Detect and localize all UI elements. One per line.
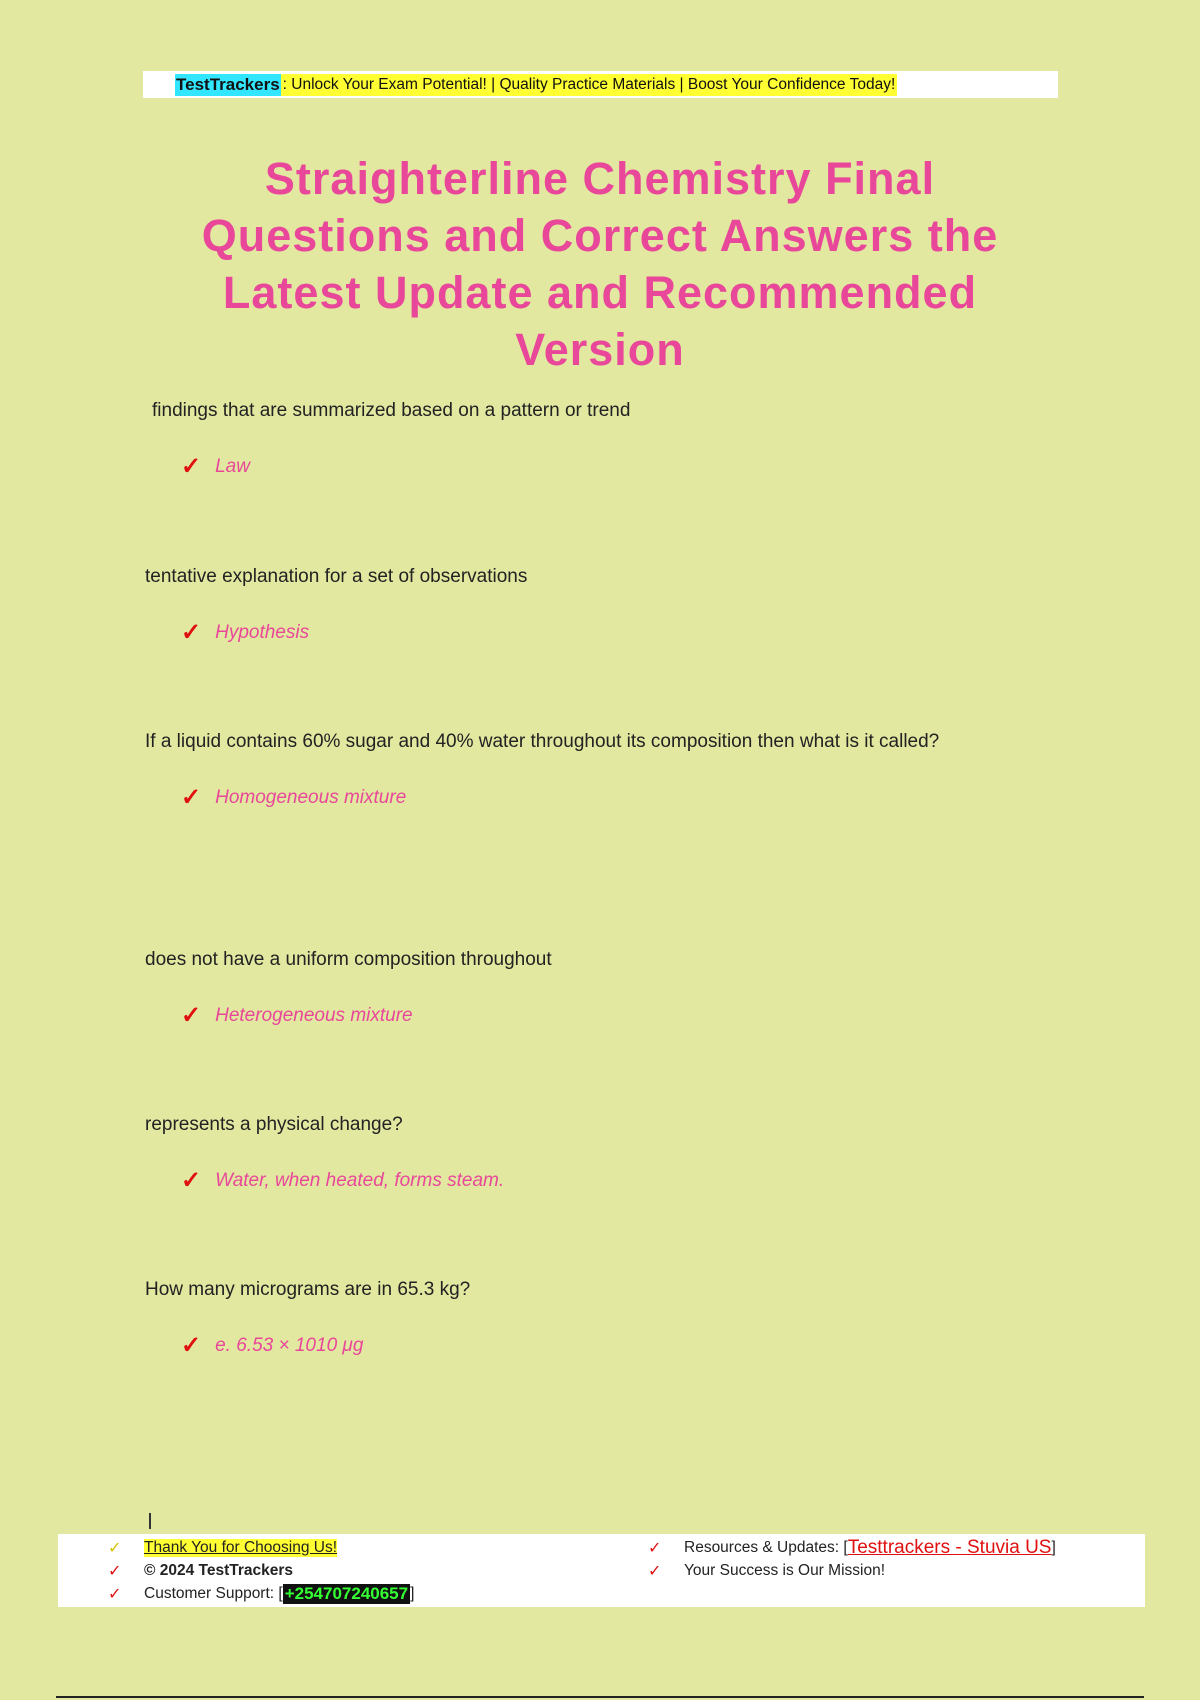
resources-label: Resources & Updates: [: [684, 1538, 848, 1556]
page-bottom-rule: [56, 1696, 1144, 1698]
answer-text: Water, when heated, forms steam.: [215, 1169, 505, 1191]
footer-right: [648, 1536, 1056, 1582]
check-icon: ✓: [181, 619, 202, 646]
question-text: If a liquid contains 60% sugar and 40% water throughout its composition then what is it called?: [145, 731, 940, 752]
answer: [181, 783, 1045, 812]
question-text: represents a physical change?: [145, 1114, 403, 1135]
question-text: How many micrograms are in 65.3 kg?: [145, 1279, 471, 1300]
answer: [181, 1001, 1045, 1030]
answer-text: Heterogeneous mixture: [215, 1004, 413, 1026]
footer-row: [648, 1559, 1056, 1582]
footer-left: [58, 1536, 414, 1605]
support-close: ]: [410, 1584, 415, 1602]
question-text: tentative explanation for a set of observations: [145, 566, 528, 587]
footer-row: [648, 1536, 1056, 1559]
qa-item: [145, 385, 1045, 481]
footer-row: [58, 1582, 414, 1605]
qa-item: [145, 1099, 1045, 1195]
brand-name: TestTrackers: [176, 74, 280, 94]
resources-close: ]: [1051, 1538, 1056, 1556]
header-tagline: : Unlock Your Exam Potential! | Quality Practice Materials | Boost Your Confidence Today!: [281, 74, 898, 96]
resources-link[interactable]: Testtrackers - Stuvia US: [847, 1536, 1052, 1558]
footer: [58, 1534, 1145, 1607]
qa-item: [145, 1264, 1045, 1360]
check-icon: ✓: [108, 1562, 122, 1580]
support-phone[interactable]: +254707240657: [284, 1583, 409, 1603]
answer-text: Law: [215, 455, 250, 477]
check-icon: ✓: [181, 1167, 202, 1194]
check-icon: ✓: [108, 1539, 122, 1557]
answer-text: e. 6.53 × 1010 μg: [215, 1334, 364, 1356]
thanks-text: Thank You for Choosing Us!: [144, 1538, 338, 1556]
check-icon: ✓: [648, 1562, 662, 1580]
qa-item: [145, 551, 1045, 647]
qa-item: [145, 716, 1045, 812]
support-label: Customer Support: [: [144, 1584, 283, 1602]
question-text: findings that are summarized based on a pattern or trend: [152, 400, 631, 421]
question-text: does not have a uniform composition throughout: [145, 949, 552, 970]
copyright-text: © 2024 TestTrackers: [144, 1561, 294, 1579]
mission-text: Your Success is Our Mission!: [684, 1561, 886, 1579]
document-title: Straighterline Chemistry Final Questions and Correct Answers the Latest Update and Recommended Version: [201, 153, 999, 375]
answer: [181, 1331, 1045, 1360]
text-cursor: [149, 1513, 151, 1529]
check-icon: ✓: [181, 784, 202, 811]
header-banner: [143, 71, 1058, 98]
footer-row: [58, 1536, 414, 1559]
footer-row: [58, 1559, 414, 1582]
answer: [181, 1166, 1045, 1195]
check-icon: ✓: [648, 1539, 662, 1557]
answer: [181, 618, 1045, 647]
check-icon: ✓: [181, 453, 202, 480]
check-icon: ✓: [181, 1332, 202, 1359]
answer: [181, 452, 1045, 481]
check-icon: ✓: [181, 1002, 202, 1029]
check-icon: ✓: [108, 1585, 122, 1603]
answer-text: Homogeneous mixture: [215, 786, 407, 808]
answer-text: Hypothesis: [215, 621, 310, 643]
qa-item: [145, 934, 1045, 1030]
